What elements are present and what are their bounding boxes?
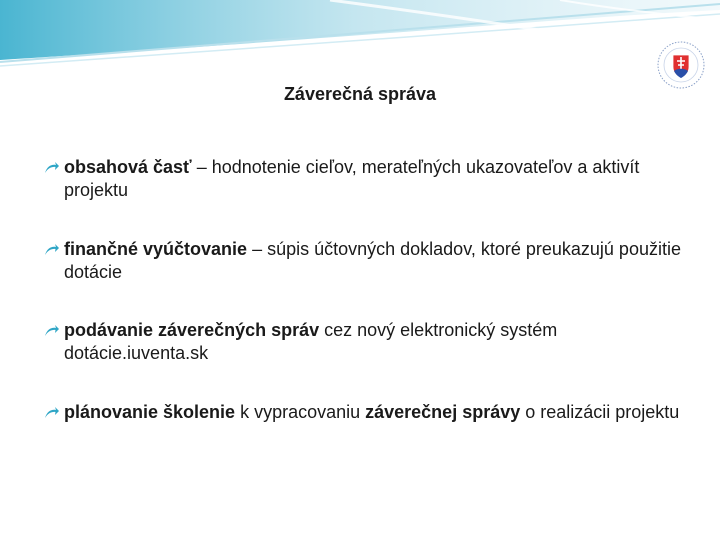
bullet-text-bold: obsahová časť xyxy=(64,157,192,177)
bullet-item xyxy=(44,401,694,424)
bullet-text: k vypracovaniu xyxy=(235,402,366,422)
bullet-list xyxy=(44,156,694,460)
bullet-text: o realizácii projektu xyxy=(520,402,680,422)
bullet-text: cez nový elektronický systém dotácie.iuventa.sk xyxy=(64,320,558,363)
page-title: Záverečná správa xyxy=(283,84,437,104)
bullet-arrow-icon xyxy=(44,324,60,338)
bullet-text: – súpis účtovných dokladov, ktoré preukazujú použitie dotácie xyxy=(64,239,681,282)
bullet-item xyxy=(44,238,694,284)
bullet-text-bold: podávanie záverečných správ xyxy=(64,320,320,340)
bullet-arrow-icon xyxy=(44,406,60,420)
slovak-coat-of-arms-seal-icon xyxy=(656,40,706,90)
bullet-item xyxy=(44,156,694,202)
bullet-arrow-icon xyxy=(44,243,60,257)
bullet-text: – hodnotenie cieľov, merateľných ukazovateľov a aktivít projektu xyxy=(64,157,640,200)
bullet-arrow-icon xyxy=(44,161,60,175)
bullet-item xyxy=(44,319,694,365)
bullet-text-bold: záverečnej správy xyxy=(365,402,521,422)
bullet-text-bold: finančné vyúčtovanie xyxy=(64,239,248,259)
header-wave-decoration xyxy=(0,0,720,80)
bullet-text-bold: plánovanie školenie xyxy=(64,402,236,422)
